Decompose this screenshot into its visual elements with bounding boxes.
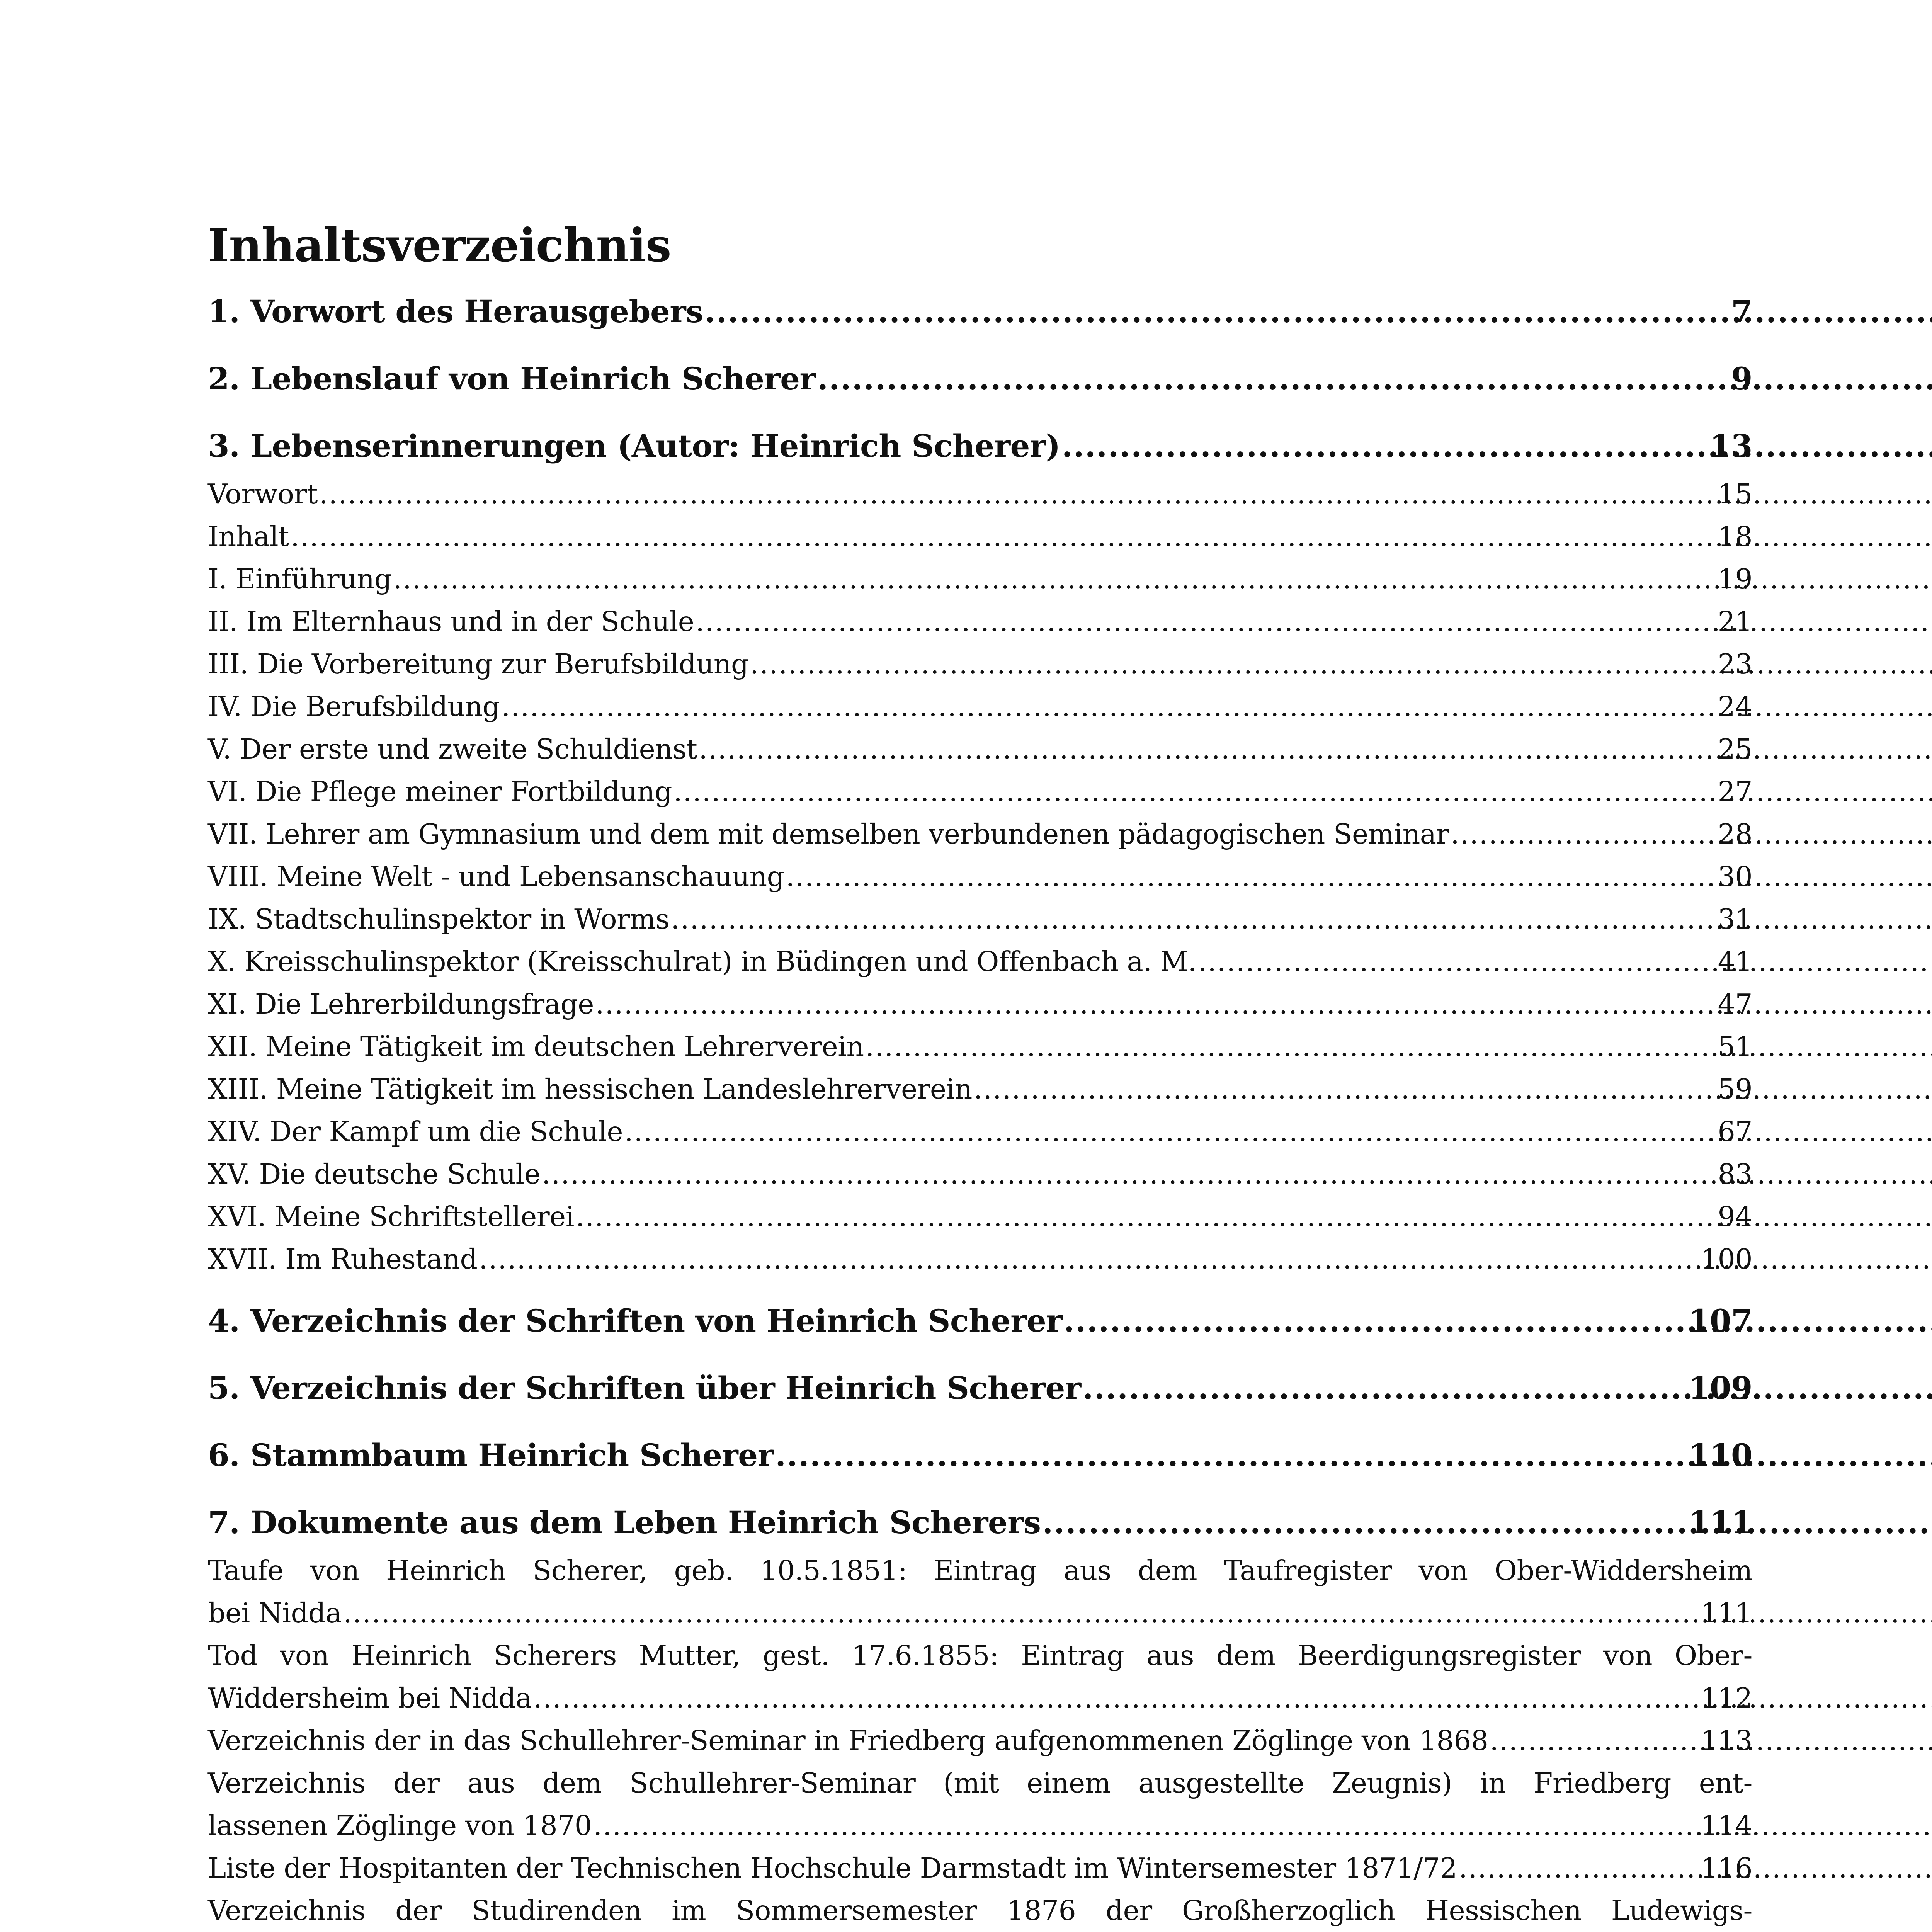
toc-section (208, 1294, 1752, 1348)
page-number: 107 (1688, 1303, 1752, 1339)
entry-label: XV. Die deutsche Schule (208, 1158, 541, 1190)
table-of-contents (208, 216, 1752, 1932)
page-number: 47 (1718, 988, 1752, 1020)
entry-label: XIII. Meine Tätigkeit im hessischen Landeslehrerverein (208, 1073, 972, 1105)
toc-section (208, 352, 1752, 406)
page-number: 67 (1718, 1116, 1752, 1148)
page-number: 30 (1718, 861, 1752, 893)
page-number: 100 (1700, 1243, 1752, 1275)
page-number: 59 (1718, 1073, 1752, 1105)
entry-label: XVII. Im Ruhestand (208, 1243, 478, 1275)
toc-section (208, 419, 1752, 1281)
toc-subentry[interactable] (208, 1068, 1752, 1111)
entry-label: Inhalt (208, 520, 289, 553)
entry-label-line: Verzeichnis der Studirenden im Sommersemester 1876 der Großherzoglich Hessischen Ludewigs- (208, 1895, 1752, 1927)
dot-leader (393, 558, 1716, 600)
page-number: 109 (1688, 1370, 1752, 1406)
entry-label: XII. Meine Tätigkeit im deutschen Lehrerverein (208, 1031, 864, 1063)
entry-label: XI. Die Lehrerbildungsfrage (208, 988, 594, 1020)
dot-leader (319, 473, 1716, 515)
toc-subentry[interactable] (208, 1634, 1752, 1719)
entry-label: 3. Lebenserinnerungen (Autor: Heinrich Scherer) (208, 428, 1060, 464)
toc-subentry[interactable] (208, 1026, 1752, 1068)
toc-section (208, 1361, 1752, 1415)
toc-subentry[interactable] (208, 515, 1752, 558)
page-number: 111 (1700, 1597, 1752, 1629)
entry-label: VII. Lehrer am Gymnasium und dem mit demselben verbundenen pädagogischen Seminar (208, 818, 1449, 850)
page-number: 110 (1688, 1437, 1752, 1473)
entry-label: VI. Die Pflege meiner Fortbildung (208, 776, 672, 808)
toc-subentry[interactable] (208, 940, 1752, 983)
entry-label: XVI. Meine Schriftstellerei (208, 1201, 574, 1233)
page-number: 18 (1718, 520, 1752, 553)
dot-leader (1042, 1495, 1687, 1549)
toc-section-heading[interactable] (208, 1495, 1752, 1549)
dot-leader (750, 643, 1716, 685)
toc-subentry-continuation[interactable] (208, 1592, 1752, 1634)
entry-label: V. Der erste und zweite Schuldienst (208, 733, 697, 765)
toc-section (208, 1428, 1752, 1482)
toc-section (208, 284, 1752, 338)
entry-label: Verzeichnis der in das Schullehrer-Seminar in Friedberg aufgenommenen Zöglinge von 1868 (208, 1725, 1488, 1757)
toc-section-heading[interactable] (208, 1361, 1752, 1415)
dot-leader (502, 685, 1716, 728)
toc-subentry[interactable] (208, 1719, 1752, 1762)
page-number: 114 (1700, 1810, 1752, 1842)
dot-leader (696, 600, 1716, 643)
toc-subentry[interactable] (208, 600, 1752, 643)
toc-subentry[interactable] (208, 855, 1752, 898)
toc-subentry[interactable] (208, 473, 1752, 515)
entry-label: 4. Verzeichnis der Schriften von Heinrich Scherer (208, 1303, 1062, 1339)
dot-leader (576, 1196, 1716, 1238)
dot-leader (705, 284, 1730, 338)
toc-subentry[interactable] (208, 1847, 1752, 1889)
dot-leader (594, 1804, 1699, 1847)
dot-leader (533, 1677, 1699, 1719)
page-number: 13 (1709, 428, 1752, 464)
entry-label: VIII. Meine Welt - und Lebensanschauung (208, 861, 784, 893)
dot-leader (673, 770, 1716, 813)
dot-leader (479, 1238, 1699, 1281)
toc-subentry[interactable] (208, 898, 1752, 940)
page-number: 27 (1718, 776, 1752, 808)
dot-leader (624, 1111, 1716, 1153)
entry-label-line: Verzeichnis der aus dem Schullehrer-Seminar (mit einem ausgestellte Zeugnis) in Friedberg ent- (208, 1767, 1752, 1799)
dot-leader (1064, 1294, 1687, 1348)
dot-leader (1083, 1361, 1687, 1415)
page-number: 28 (1718, 818, 1752, 850)
page-number: 31 (1718, 903, 1752, 935)
entry-label: IX. Stadtschulinspektor in Worms (208, 903, 670, 935)
dot-leader (1490, 1719, 1699, 1762)
dot-leader (775, 1428, 1687, 1482)
page-number: 23 (1718, 648, 1752, 680)
entry-label-line: Taufe von Heinrich Scherer, geb. 10.5.1851: Eintrag aus dem Taufregister von Ober-Widdersheim (208, 1554, 1752, 1587)
toc-title: Inhaltsverzeichnis (208, 218, 671, 272)
toc-subentry-continuation[interactable] (208, 1804, 1752, 1847)
entry-label: II. Im Elternhaus und in der Schule (208, 605, 694, 638)
toc-section-heading[interactable] (208, 284, 1752, 338)
toc-subentry[interactable] (208, 1196, 1752, 1238)
entry-label: 1. Vorwort des Herausgebers (208, 293, 703, 330)
dot-leader (291, 515, 1716, 558)
entry-label: Widdersheim bei Nidda (208, 1682, 532, 1714)
page-number: 41 (1718, 946, 1752, 978)
page-number: 21 (1718, 605, 1752, 638)
toc-subentry[interactable] (208, 813, 1752, 855)
page-number: 9 (1731, 361, 1752, 397)
toc-subentry[interactable] (208, 770, 1752, 813)
dot-leader (542, 1153, 1716, 1196)
page-number: 15 (1718, 478, 1752, 510)
page-number: 112 (1700, 1682, 1752, 1714)
dot-leader (1451, 813, 1716, 855)
toc-section (208, 1495, 1752, 1932)
entry-label-line: Tod von Heinrich Scherers Mutter, gest. 17.6.1855: Eintrag aus dem Beerdigungsregister von Ober- (208, 1639, 1752, 1672)
entry-label: lassenen Zöglinge von 1870 (208, 1810, 592, 1842)
page-number: 111 (1688, 1504, 1752, 1541)
toc-section-heading[interactable] (208, 419, 1752, 473)
dot-leader (866, 1026, 1716, 1068)
entry-label: III. Die Vorbereitung zur Berufsbildung (208, 648, 749, 680)
entry-label: 6. Stammbaum Heinrich Scherer (208, 1437, 774, 1473)
dot-leader (671, 898, 1716, 940)
toc-section-heading[interactable] (208, 1294, 1752, 1348)
entry-label: Liste der Hospitanten der Technischen Hochschule Darmstadt im Wintersemester 1871/72 (208, 1852, 1458, 1884)
toc-subentry[interactable] (208, 1889, 1752, 1932)
toc-subentry[interactable] (208, 1111, 1752, 1153)
toc-subentry[interactable] (208, 1153, 1752, 1196)
page-number: 83 (1718, 1158, 1752, 1190)
entry-label: 2. Lebenslauf von Heinrich Scherer (208, 361, 816, 397)
dot-leader (1062, 419, 1708, 473)
toc-subentry[interactable] (208, 643, 1752, 685)
entry-label: X. Kreisschulinspektor (Kreisschulrat) in Büdingen und Offenbach a. M. (208, 946, 1197, 978)
toc-subentry[interactable] (208, 1549, 1752, 1634)
toc-subentry-continuation[interactable] (208, 1677, 1752, 1719)
toc-section-heading[interactable] (208, 352, 1752, 406)
entry-label: I. Einführung (208, 563, 392, 595)
dot-leader (1459, 1847, 1699, 1889)
dot-leader (595, 983, 1716, 1026)
dot-leader (1198, 940, 1716, 983)
dot-leader (817, 352, 1730, 406)
page-number: 7 (1731, 293, 1752, 330)
entry-label: XIV. Der Kampf um die Schule (208, 1116, 623, 1148)
entry-label: 7. Dokumente aus dem Leben Heinrich Scherers (208, 1504, 1041, 1541)
entry-label: Vorwort (208, 478, 318, 510)
dot-leader (343, 1592, 1699, 1634)
page-number: 25 (1718, 733, 1752, 765)
toc-sections (208, 284, 1752, 1932)
page-number: 19 (1718, 563, 1752, 595)
toc-subentry[interactable] (208, 728, 1752, 770)
entry-label: IV. Die Berufsbildung (208, 690, 500, 723)
page-number: 24 (1718, 690, 1752, 723)
toc-subentry[interactable] (208, 558, 1752, 600)
toc-section-heading[interactable] (208, 1428, 1752, 1482)
entry-label: 5. Verzeichnis der Schriften über Heinrich Scherer (208, 1370, 1081, 1406)
toc-subentry[interactable] (208, 1762, 1752, 1847)
page-number: 116 (1700, 1852, 1752, 1884)
toc-subentry[interactable] (208, 1238, 1752, 1281)
entry-label: bei Nidda (208, 1597, 342, 1629)
dot-leader (699, 728, 1716, 770)
toc-subentry[interactable] (208, 983, 1752, 1026)
dot-leader (786, 855, 1716, 898)
toc-subentry[interactable] (208, 685, 1752, 728)
page-number: 113 (1700, 1725, 1752, 1757)
dot-leader (974, 1068, 1716, 1111)
page-number: 51 (1718, 1031, 1752, 1063)
page-number: 94 (1718, 1201, 1752, 1233)
